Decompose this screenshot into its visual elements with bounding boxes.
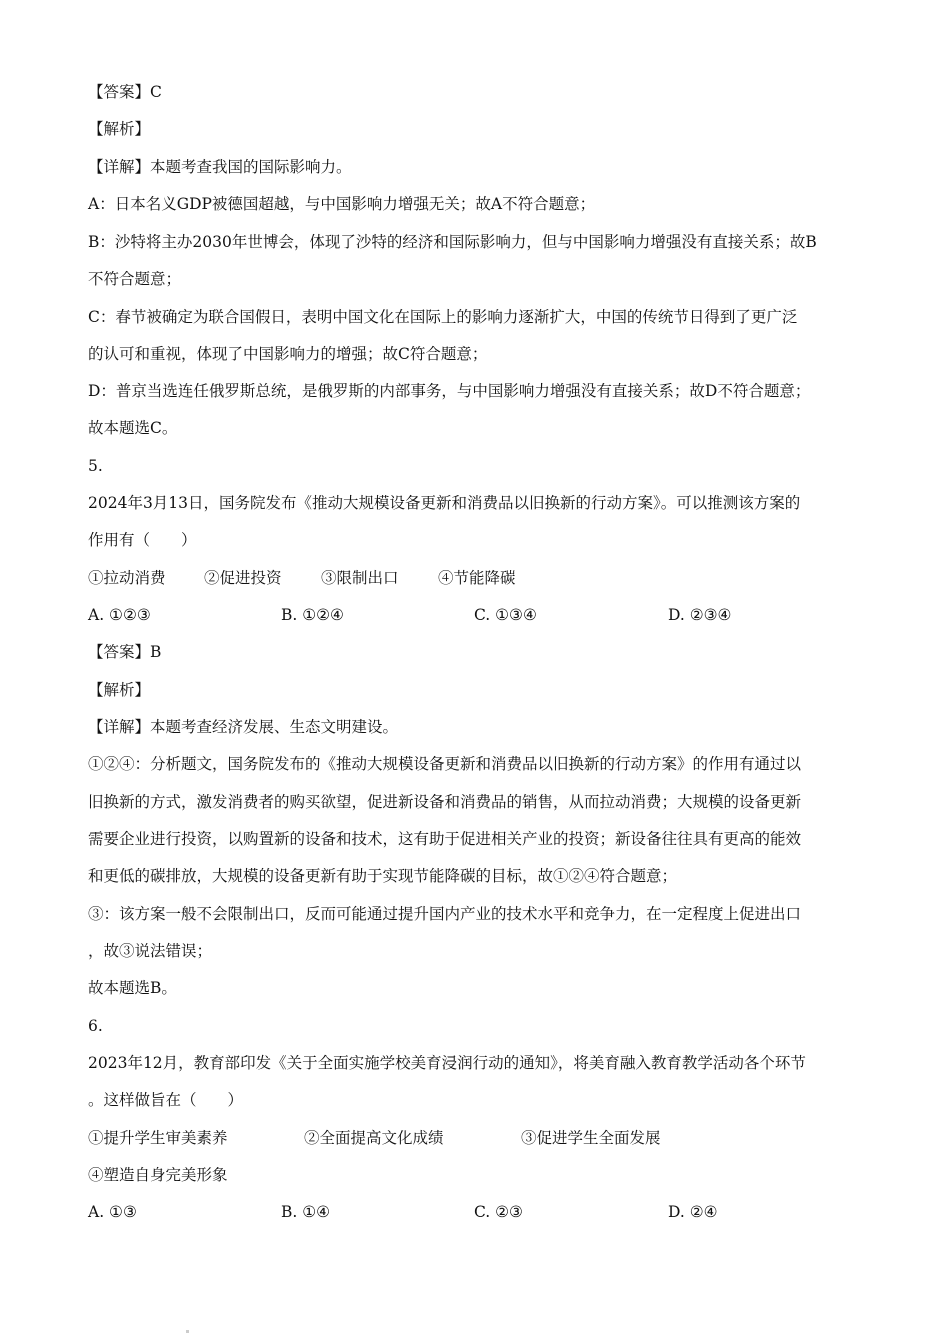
q5-stem: 2024年3月13日，国务院发布《推动大规模设备更新和消费品以旧换新的行动方案》。可以推测该方案的 [88,494,801,512]
q6-stem: 2023年12月，教育部印发《关于全面实施学校美育浸润行动的通知》，将美育融入教育教学活动各个环节 [88,1054,806,1072]
q5-analysis-heading: 【解析】 [88,681,151,699]
q4-option-c-explanation-cont: 的认可和重视，体现了中国影响力的增强；故C符合题意； [88,345,488,363]
q5-number: 5. [88,457,103,475]
q5-stem-cont: 作用有（ ） [88,531,197,549]
q5-explanation-4: 和更低的碳排放，大规模的设备更新有助于实现节能降碳的目标，故①②④符合题意； [88,867,678,885]
q6-item-4: ④塑造自身完美形象 [88,1166,228,1184]
q5-conclusion: 故本题选B。 [88,979,177,997]
q4-option-c-explanation: C：春节被确定为联合国假日，表明中国文化在国际上的影响力逐渐扩大，中国的传统节日得到了更广泛 [88,308,798,326]
q4-option-b-explanation: B：沙特将主办2030年世博会，体现了沙特的经济和国际影响力，但与中国影响力增强没有直接关系；故B [88,233,817,251]
q6-item-1: ①提升学生审美素养 [88,1129,228,1147]
q6-option-a: A. ①③ [88,1203,137,1221]
q5-answer: 【答案】B [88,643,162,661]
q5-option-d: D. ②③④ [668,606,732,624]
q5-explanation-5: ③：该方案一般不会限制出口，反而可能通过提升国内产业的技术水平和竞争力，在一定程度上促进出口 [88,905,802,923]
q5-explanation-1: ①②④：分析题文，国务院发布的《推动大规模设备更新和消费品以旧换新的行动方案》的作用有通过以 [88,755,802,773]
q4-analysis-heading: 【解析】 [88,120,151,138]
q5-item-1: ①拉动消费 [88,569,166,587]
q6-item-3: ③促进学生全面发展 [521,1129,661,1147]
q5-option-a: A. ①②③ [88,606,151,624]
q6-option-c: C. ②③ [474,1203,523,1221]
q5-explanation-3: 需要企业进行投资，以购置新的设备和技术，这有助于促进相关产业的投资；新设备往往具有更高的能效 [88,830,802,848]
q6-option-b: B. ①④ [281,1203,331,1221]
q5-explanation-2: 旧换新的方式，激发消费者的购买欲望，促进新设备和消费品的销售，从而拉动消费；大规模的设备更新 [88,793,802,811]
q6-number: 6. [88,1017,103,1035]
q5-explanation-6: ，故③说法错误； [88,942,213,960]
q6-option-d: D. ②④ [668,1203,718,1221]
q4-detail: 【详解】本题考查我国的国际影响力。 [88,158,352,176]
q4-conclusion: 故本题选C。 [88,419,178,437]
q4-option-b-explanation-cont: 不符合题意； [88,270,182,288]
q5-option-b: B. ①②④ [281,606,344,624]
q5-option-c: C. ①③④ [474,606,537,624]
q5-item-4: ④节能降碳 [438,569,516,587]
q4-option-d-explanation: D：普京当选连任俄罗斯总统，是俄罗斯的内部事务，与中国影响力增强没有直接关系；故D不符合题意； [88,382,811,400]
q4-option-a-explanation: A：日本名义GDP被德国超越，与中国影响力增强无关；故A不符合题意； [88,195,596,213]
q5-item-2: ②促进投资 [204,569,282,587]
page-marker-dot [186,1330,189,1333]
q5-detail: 【详解】本题考查经济发展、生态文明建设。 [88,718,399,736]
q5-item-3: ③限制出口 [321,569,399,587]
q4-answer: 【答案】C [88,83,162,101]
q6-stem-cont: 。这样做旨在（ ） [88,1091,244,1109]
q6-item-2: ②全面提高文化成绩 [304,1129,444,1147]
